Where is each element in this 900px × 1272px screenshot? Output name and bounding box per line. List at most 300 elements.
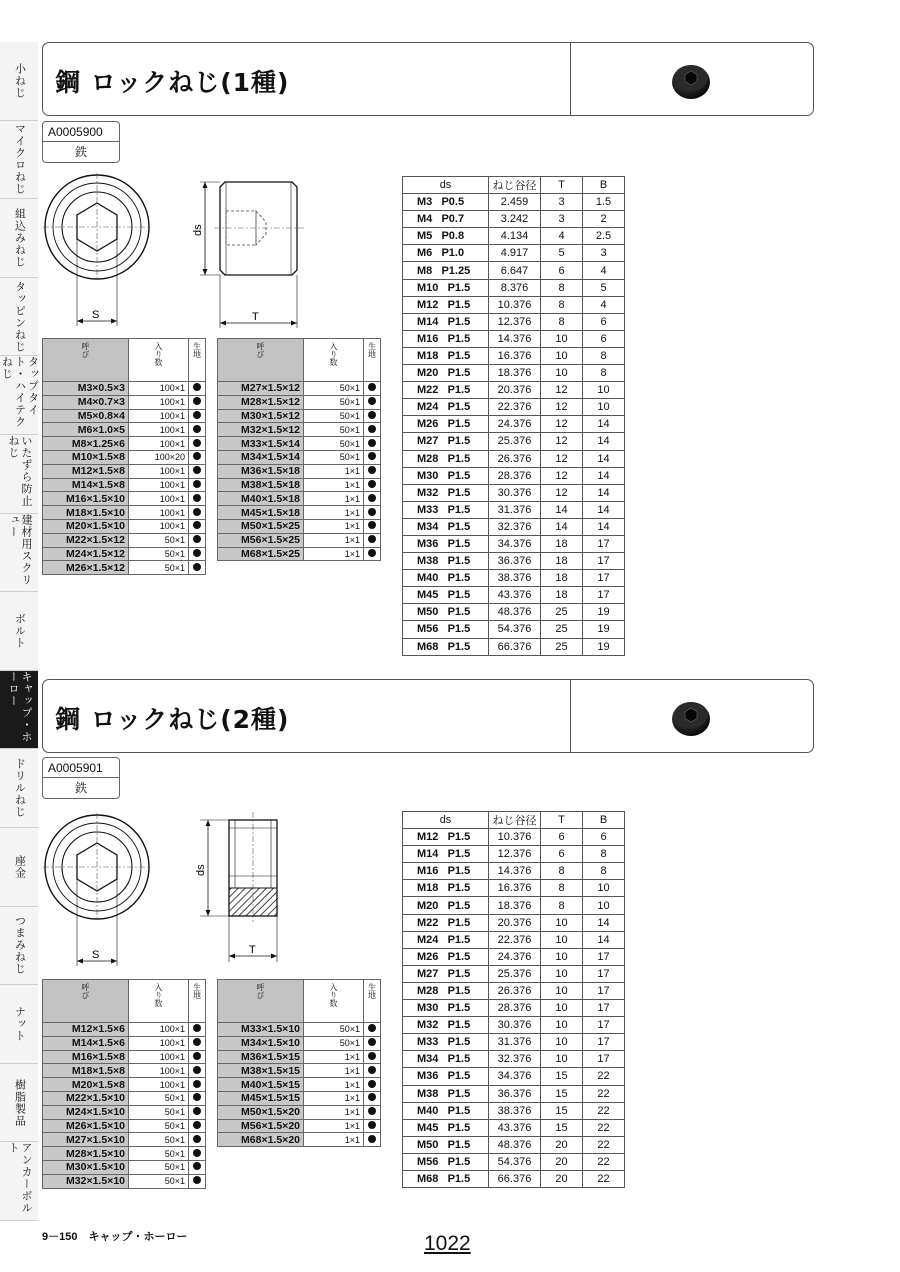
available-dot-icon xyxy=(193,563,201,571)
dimension-cell-ds: M5 P0.8 xyxy=(403,228,489,245)
dimension-cell-b: 14 xyxy=(583,914,625,931)
item-name: M50×1.5×25 xyxy=(218,519,304,533)
dimension-cell-b: 17 xyxy=(583,535,625,552)
material-cell xyxy=(189,409,206,423)
available-dot-icon xyxy=(368,508,376,516)
item-quantity: 100×1 xyxy=(129,464,189,478)
table-row xyxy=(43,1174,206,1188)
available-dot-icon xyxy=(368,466,376,474)
available-dot-icon xyxy=(193,411,201,419)
available-dot-icon xyxy=(368,425,376,433)
available-dot-icon xyxy=(193,452,201,460)
dimension-cell-t: 8 xyxy=(541,863,583,880)
dimension-cell-dia: 28.376 xyxy=(489,467,541,484)
item-quantity: 1×1 xyxy=(304,1091,364,1105)
material-cell xyxy=(364,1105,381,1119)
dimension-cell-dia: 38.376 xyxy=(489,1102,541,1119)
table-row xyxy=(403,880,625,897)
side-tab-label: つまみねじ xyxy=(13,915,26,976)
item-name: M68×1.5×20 xyxy=(218,1133,304,1147)
dimension-cell-dia: 16.376 xyxy=(489,880,541,897)
item-quantity: 50×1 xyxy=(129,533,189,547)
dimension-cell-t: 15 xyxy=(541,1068,583,1085)
item-quantity: 1×1 xyxy=(304,464,364,478)
side-tab-label: タップタイト・ハイテクねじ xyxy=(0,356,39,429)
item-name: M27×1.5×10 xyxy=(43,1133,129,1147)
dimension-cell-ds: M27 P1.5 xyxy=(403,433,489,450)
item-quantity: 100×1 xyxy=(129,382,189,396)
ds-dimension-label: ds xyxy=(195,864,207,876)
side-tab[interactable] xyxy=(0,907,38,986)
column-header-qty xyxy=(129,980,189,1023)
item-name: M16×1.5×10 xyxy=(43,492,129,506)
item-quantity: 100×1 xyxy=(129,1050,189,1064)
available-dot-icon xyxy=(368,411,376,419)
dimension-cell-b: 22 xyxy=(583,1136,625,1153)
material: 鉄 xyxy=(74,781,87,795)
material-cell xyxy=(364,547,381,561)
header-divider xyxy=(570,680,571,752)
table-row xyxy=(218,1091,381,1105)
item-quantity: 100×1 xyxy=(129,506,189,520)
dimension-cell-b: 8 xyxy=(583,365,625,382)
column-header-mat xyxy=(364,339,381,382)
dimension-cell-b: 2.5 xyxy=(583,228,625,245)
item-name: M12×1.5×8 xyxy=(43,464,129,478)
table-header-row xyxy=(403,177,625,194)
column-header-label: 生地 xyxy=(367,342,377,358)
dimension-cell-dia: 10.376 xyxy=(489,296,541,313)
dimension-cell-b: 10 xyxy=(583,897,625,914)
available-dot-icon xyxy=(368,521,376,529)
product-table-right xyxy=(217,338,381,561)
product-code: A0005901 xyxy=(43,758,119,778)
material-cell xyxy=(364,533,381,547)
item-quantity: 100×1 xyxy=(129,478,189,492)
table-row xyxy=(218,1050,381,1064)
item-quantity: 50×1 xyxy=(129,1091,189,1105)
table-row xyxy=(218,423,381,437)
dimension-cell-t: 25 xyxy=(541,638,583,655)
dimension-cell-b: 17 xyxy=(583,570,625,587)
table-row xyxy=(403,863,625,880)
dimension-cell-ds: M50 P1.5 xyxy=(403,1136,489,1153)
product-table-right xyxy=(217,979,381,1147)
dimension-cell-b: 17 xyxy=(583,982,625,999)
item-quantity: 100×1 xyxy=(129,1078,189,1092)
available-dot-icon xyxy=(193,549,201,557)
dimension-cell-ds: M18 P1.5 xyxy=(403,347,489,364)
dimension-cell-ds: M14 P1.5 xyxy=(403,313,489,330)
dimension-cell-t: 6 xyxy=(541,846,583,863)
dimension-cell-dia: 18.376 xyxy=(489,365,541,382)
item-quantity: 50×1 xyxy=(129,1147,189,1161)
dimension-cell-b: 8 xyxy=(583,863,625,880)
dimension-cell-ds: M14 P1.5 xyxy=(403,846,489,863)
side-tab[interactable] xyxy=(0,592,38,671)
dimension-cell-ds: M12 P1.5 xyxy=(403,296,489,313)
dimension-cell-dia: 48.376 xyxy=(489,1136,541,1153)
dimension-cell-ds: M16 P1.5 xyxy=(403,330,489,347)
table-row xyxy=(218,464,381,478)
dimension-cell-ds: M22 P1.5 xyxy=(403,382,489,399)
table-row xyxy=(43,1160,206,1174)
dimension-cell-b: 4 xyxy=(583,296,625,313)
side-tab[interactable] xyxy=(0,278,38,357)
table-row xyxy=(218,395,381,409)
side-tab[interactable] xyxy=(0,514,38,593)
table-row xyxy=(403,484,625,501)
item-name: M14×1.5×6 xyxy=(43,1036,129,1050)
table-row xyxy=(43,478,206,492)
item-name: M56×1.5×20 xyxy=(218,1119,304,1133)
available-dot-icon xyxy=(193,1121,201,1129)
material-cell xyxy=(364,519,381,533)
dimension-cell-t: 25 xyxy=(541,621,583,638)
item-quantity: 1×1 xyxy=(304,1133,364,1147)
dimension-cell-b: 19 xyxy=(583,638,625,655)
dimension-cell-dia: 54.376 xyxy=(489,1153,541,1170)
side-tab[interactable] xyxy=(0,828,38,907)
dimension-cell-t: 15 xyxy=(541,1102,583,1119)
dimension-cell-b: 22 xyxy=(583,1085,625,1102)
dimension-cell-t: 15 xyxy=(541,1119,583,1136)
column-header: B xyxy=(583,812,625,829)
available-dot-icon xyxy=(193,1176,201,1184)
dimension-cell-dia: 25.376 xyxy=(489,433,541,450)
dimension-cell-b: 22 xyxy=(583,1102,625,1119)
product-code-box xyxy=(42,121,120,163)
dimension-cell-b: 22 xyxy=(583,1068,625,1085)
table-row xyxy=(218,409,381,423)
table-row xyxy=(218,478,381,492)
footer-section-label: 9－150 キャップ・ホーロー xyxy=(42,1231,188,1243)
dimension-cell-ds: M26 P1.5 xyxy=(403,948,489,965)
side-tab-label: アンカーボルト xyxy=(7,1142,32,1215)
column-header-label: 生地 xyxy=(192,983,202,999)
table-row xyxy=(218,533,381,547)
dimension-cell-dia: 26.376 xyxy=(489,982,541,999)
table-row xyxy=(43,1091,206,1105)
table-row xyxy=(403,1085,625,1102)
side-tab[interactable] xyxy=(0,435,38,514)
available-dot-icon xyxy=(368,494,376,502)
table-row xyxy=(43,409,206,423)
item-quantity: 100×1 xyxy=(129,1023,189,1037)
table-row xyxy=(403,382,625,399)
dimension-table xyxy=(402,811,625,1188)
available-dot-icon xyxy=(193,1066,201,1074)
dimension-cell-b: 14 xyxy=(583,450,625,467)
table-row xyxy=(403,931,625,948)
available-dot-icon xyxy=(368,452,376,460)
dimension-cell-t: 8 xyxy=(541,897,583,914)
side-tab[interactable] xyxy=(0,985,38,1064)
column-header-name xyxy=(218,980,304,1023)
table-row xyxy=(43,437,206,451)
dimension-cell-dia: 66.376 xyxy=(489,1170,541,1187)
item-name: M56×1.5×25 xyxy=(218,533,304,547)
table-row xyxy=(43,1023,206,1037)
table-row xyxy=(403,296,625,313)
dimension-cell-b: 17 xyxy=(583,587,625,604)
table-row xyxy=(218,1023,381,1037)
dimension-cell-b: 5 xyxy=(583,279,625,296)
material-cell xyxy=(364,1078,381,1092)
material-cell xyxy=(189,1064,206,1078)
dimension-cell-b: 17 xyxy=(583,1034,625,1051)
dimension-cell-dia: 4.917 xyxy=(489,245,541,262)
material-cell xyxy=(189,533,206,547)
column-header-label: 呼び xyxy=(81,342,90,358)
dimension-cell-dia: 43.376 xyxy=(489,1119,541,1136)
type2-technical-drawing xyxy=(40,810,360,975)
dimension-cell-dia: 31.376 xyxy=(489,501,541,518)
side-tab-label: 座金 xyxy=(13,854,26,879)
side-tab[interactable] xyxy=(0,749,38,828)
column-header: ds xyxy=(403,812,489,829)
dimension-cell-b: 14 xyxy=(583,416,625,433)
dimension-cell-b: 10 xyxy=(583,399,625,416)
table-row xyxy=(403,518,625,535)
table-row xyxy=(403,450,625,467)
material-cell xyxy=(364,450,381,464)
dimension-cell-ds: M28 P1.5 xyxy=(403,450,489,467)
column-header-mat xyxy=(189,339,206,382)
dimension-cell-t: 10 xyxy=(541,965,583,982)
table-row xyxy=(218,1105,381,1119)
side-tab-label: 小ねじ xyxy=(13,62,26,99)
dimension-cell-ds: M26 P1.5 xyxy=(403,416,489,433)
dimension-cell-dia: 66.376 xyxy=(489,638,541,655)
dimension-cell-ds: M45 P1.5 xyxy=(403,1119,489,1136)
dimension-cell-t: 12 xyxy=(541,399,583,416)
material-cell xyxy=(189,519,206,533)
dimension-cell-ds: M8 P1.25 xyxy=(403,262,489,279)
dimension-cell-dia: 12.376 xyxy=(489,846,541,863)
ds-dimension-label: ds xyxy=(192,224,204,236)
material-cell xyxy=(189,1133,206,1147)
dimension-cell-dia: 30.376 xyxy=(489,1017,541,1034)
dimension-cell-t: 14 xyxy=(541,518,583,535)
table-row xyxy=(43,1147,206,1161)
dimension-cell-b: 8 xyxy=(583,846,625,863)
dimension-cell-ds: M34 P1.5 xyxy=(403,1051,489,1068)
dimension-cell-b: 22 xyxy=(583,1119,625,1136)
table-row xyxy=(43,395,206,409)
dimension-cell-t: 3 xyxy=(541,211,583,228)
dimension-cell-ds: M20 P1.5 xyxy=(403,365,489,382)
dimension-cell-t: 18 xyxy=(541,553,583,570)
dimension-cell-b: 14 xyxy=(583,518,625,535)
dimension-cell-t: 3 xyxy=(541,194,583,211)
table-row xyxy=(218,1133,381,1147)
column-header-name xyxy=(43,339,129,382)
item-name: M50×1.5×20 xyxy=(218,1105,304,1119)
side-tab[interactable] xyxy=(0,671,38,750)
dimension-cell-ds: M68 P1.5 xyxy=(403,638,489,655)
table-row xyxy=(218,1036,381,1050)
available-dot-icon xyxy=(193,1024,201,1032)
dimension-cell-ds: M30 P1.5 xyxy=(403,1000,489,1017)
table-row xyxy=(43,1050,206,1064)
dimension-cell-b: 17 xyxy=(583,965,625,982)
dimension-cell-b: 14 xyxy=(583,467,625,484)
item-name: M26×1.5×10 xyxy=(43,1119,129,1133)
item-name: M30×1.5×12 xyxy=(218,409,304,423)
item-name: M22×1.5×10 xyxy=(43,1091,129,1105)
available-dot-icon xyxy=(193,397,201,405)
material-cell xyxy=(189,1174,206,1188)
table-row xyxy=(403,897,625,914)
dimension-cell-t: 10 xyxy=(541,914,583,931)
dimension-cell-t: 14 xyxy=(541,501,583,518)
dimension-cell-t: 8 xyxy=(541,313,583,330)
dimension-cell-b: 3 xyxy=(583,245,625,262)
table-row xyxy=(218,1078,381,1092)
item-name: M4×0.7×3 xyxy=(43,395,129,409)
column-header: ねじ谷径 xyxy=(489,177,541,194)
dimension-cell-dia: 22.376 xyxy=(489,399,541,416)
dimension-cell-ds: M68 P1.5 xyxy=(403,1170,489,1187)
available-dot-icon xyxy=(193,480,201,488)
item-quantity: 1×1 xyxy=(304,519,364,533)
dimension-cell-dia: 30.376 xyxy=(489,484,541,501)
item-name: M20×1.5×8 xyxy=(43,1078,129,1092)
dimension-cell-t: 10 xyxy=(541,1017,583,1034)
table-row xyxy=(403,1170,625,1187)
item-quantity: 100×1 xyxy=(129,395,189,409)
dimension-cell-dia: 54.376 xyxy=(489,621,541,638)
available-dot-icon xyxy=(193,466,201,474)
item-quantity: 100×1 xyxy=(129,1064,189,1078)
table-row xyxy=(43,547,206,561)
dimension-cell-dia: 26.376 xyxy=(489,450,541,467)
side-tab-label: いたずら防止ねじ xyxy=(7,434,32,507)
side-tab[interactable] xyxy=(0,121,38,200)
available-dot-icon xyxy=(368,1066,376,1074)
dimension-cell-ds: M28 P1.5 xyxy=(403,982,489,999)
side-tab[interactable] xyxy=(0,199,38,278)
dimension-cell-dia: 43.376 xyxy=(489,587,541,604)
table-header-row xyxy=(218,980,381,1023)
item-quantity: 50×1 xyxy=(304,450,364,464)
available-dot-icon xyxy=(368,549,376,557)
available-dot-icon xyxy=(193,1038,201,1046)
dimension-cell-b: 6 xyxy=(583,829,625,846)
dimension-cell-t: 20 xyxy=(541,1136,583,1153)
dimension-cell-t: 10 xyxy=(541,982,583,999)
table-row xyxy=(403,399,625,416)
material-cell xyxy=(189,423,206,437)
item-name: M18×1.5×8 xyxy=(43,1064,129,1078)
item-quantity: 1×1 xyxy=(304,506,364,520)
table-row xyxy=(403,535,625,552)
product-table-left xyxy=(42,979,206,1189)
table-row xyxy=(403,604,625,621)
available-dot-icon xyxy=(193,1080,201,1088)
dimension-cell-b: 22 xyxy=(583,1170,625,1187)
column-header-mat xyxy=(364,980,381,1023)
material-cell xyxy=(364,1091,381,1105)
dimension-cell-dia: 22.376 xyxy=(489,931,541,948)
table-row xyxy=(403,211,625,228)
side-tab[interactable] xyxy=(0,42,38,121)
column-header-label: 入り数 xyxy=(154,342,163,366)
dimension-cell-t: 12 xyxy=(541,450,583,467)
material-cell xyxy=(189,395,206,409)
material-cell xyxy=(364,464,381,478)
dimension-cell-t: 8 xyxy=(541,279,583,296)
item-quantity: 50×1 xyxy=(304,1036,364,1050)
dimension-cell-ds: M33 P1.5 xyxy=(403,1034,489,1051)
section-header xyxy=(42,679,814,753)
dimension-cell-dia: 20.376 xyxy=(489,382,541,399)
dimension-cell-dia: 10.376 xyxy=(489,829,541,846)
side-tab[interactable] xyxy=(0,1142,38,1221)
dimension-cell-dia: 8.376 xyxy=(489,279,541,296)
material-cell xyxy=(189,437,206,451)
item-name: M12×1.5×6 xyxy=(43,1023,129,1037)
dimension-cell-ds: M6 P1.0 xyxy=(403,245,489,262)
dimension-cell-t: 15 xyxy=(541,1085,583,1102)
material-cell xyxy=(189,1160,206,1174)
item-quantity: 50×1 xyxy=(304,437,364,451)
lock-screw-photo-icon xyxy=(669,695,713,739)
side-tab[interactable] xyxy=(0,356,38,435)
dimension-cell-b: 19 xyxy=(583,604,625,621)
item-name: M45×1.5×15 xyxy=(218,1091,304,1105)
dimension-cell-ds: M24 P1.5 xyxy=(403,931,489,948)
table-row xyxy=(403,587,625,604)
column-header-qty xyxy=(129,339,189,382)
item-name: M30×1.5×10 xyxy=(43,1160,129,1174)
table-row xyxy=(403,330,625,347)
table-row xyxy=(43,1105,206,1119)
table-row xyxy=(218,1064,381,1078)
dimension-cell-ds: M34 P1.5 xyxy=(403,518,489,535)
table-row xyxy=(43,492,206,506)
table-row xyxy=(403,416,625,433)
column-header-name xyxy=(218,339,304,382)
material-cell xyxy=(189,382,206,396)
dimension-cell-b: 10 xyxy=(583,880,625,897)
table-row xyxy=(43,506,206,520)
available-dot-icon xyxy=(368,1093,376,1101)
dimension-cell-dia: 20.376 xyxy=(489,914,541,931)
material-cell xyxy=(364,1119,381,1133)
available-dot-icon xyxy=(193,535,201,543)
item-quantity: 50×1 xyxy=(304,1023,364,1037)
table-header-row xyxy=(403,812,625,829)
column-header: T xyxy=(541,812,583,829)
item-quantity: 50×1 xyxy=(129,1160,189,1174)
item-quantity: 100×1 xyxy=(129,519,189,533)
dimension-cell-b: 17 xyxy=(583,948,625,965)
item-quantity: 50×1 xyxy=(129,1133,189,1147)
table-row xyxy=(43,561,206,575)
dimension-cell-dia: 6.647 xyxy=(489,262,541,279)
available-dot-icon xyxy=(193,1149,201,1157)
table-row xyxy=(403,846,625,863)
material-cell xyxy=(364,409,381,423)
dimension-cell-ds: M36 P1.5 xyxy=(403,1068,489,1085)
dimension-cell-b: 6 xyxy=(583,330,625,347)
dimension-cell-b: 1.5 xyxy=(583,194,625,211)
side-tab[interactable] xyxy=(0,1064,38,1143)
material-cell xyxy=(189,1036,206,1050)
table-row xyxy=(403,501,625,518)
